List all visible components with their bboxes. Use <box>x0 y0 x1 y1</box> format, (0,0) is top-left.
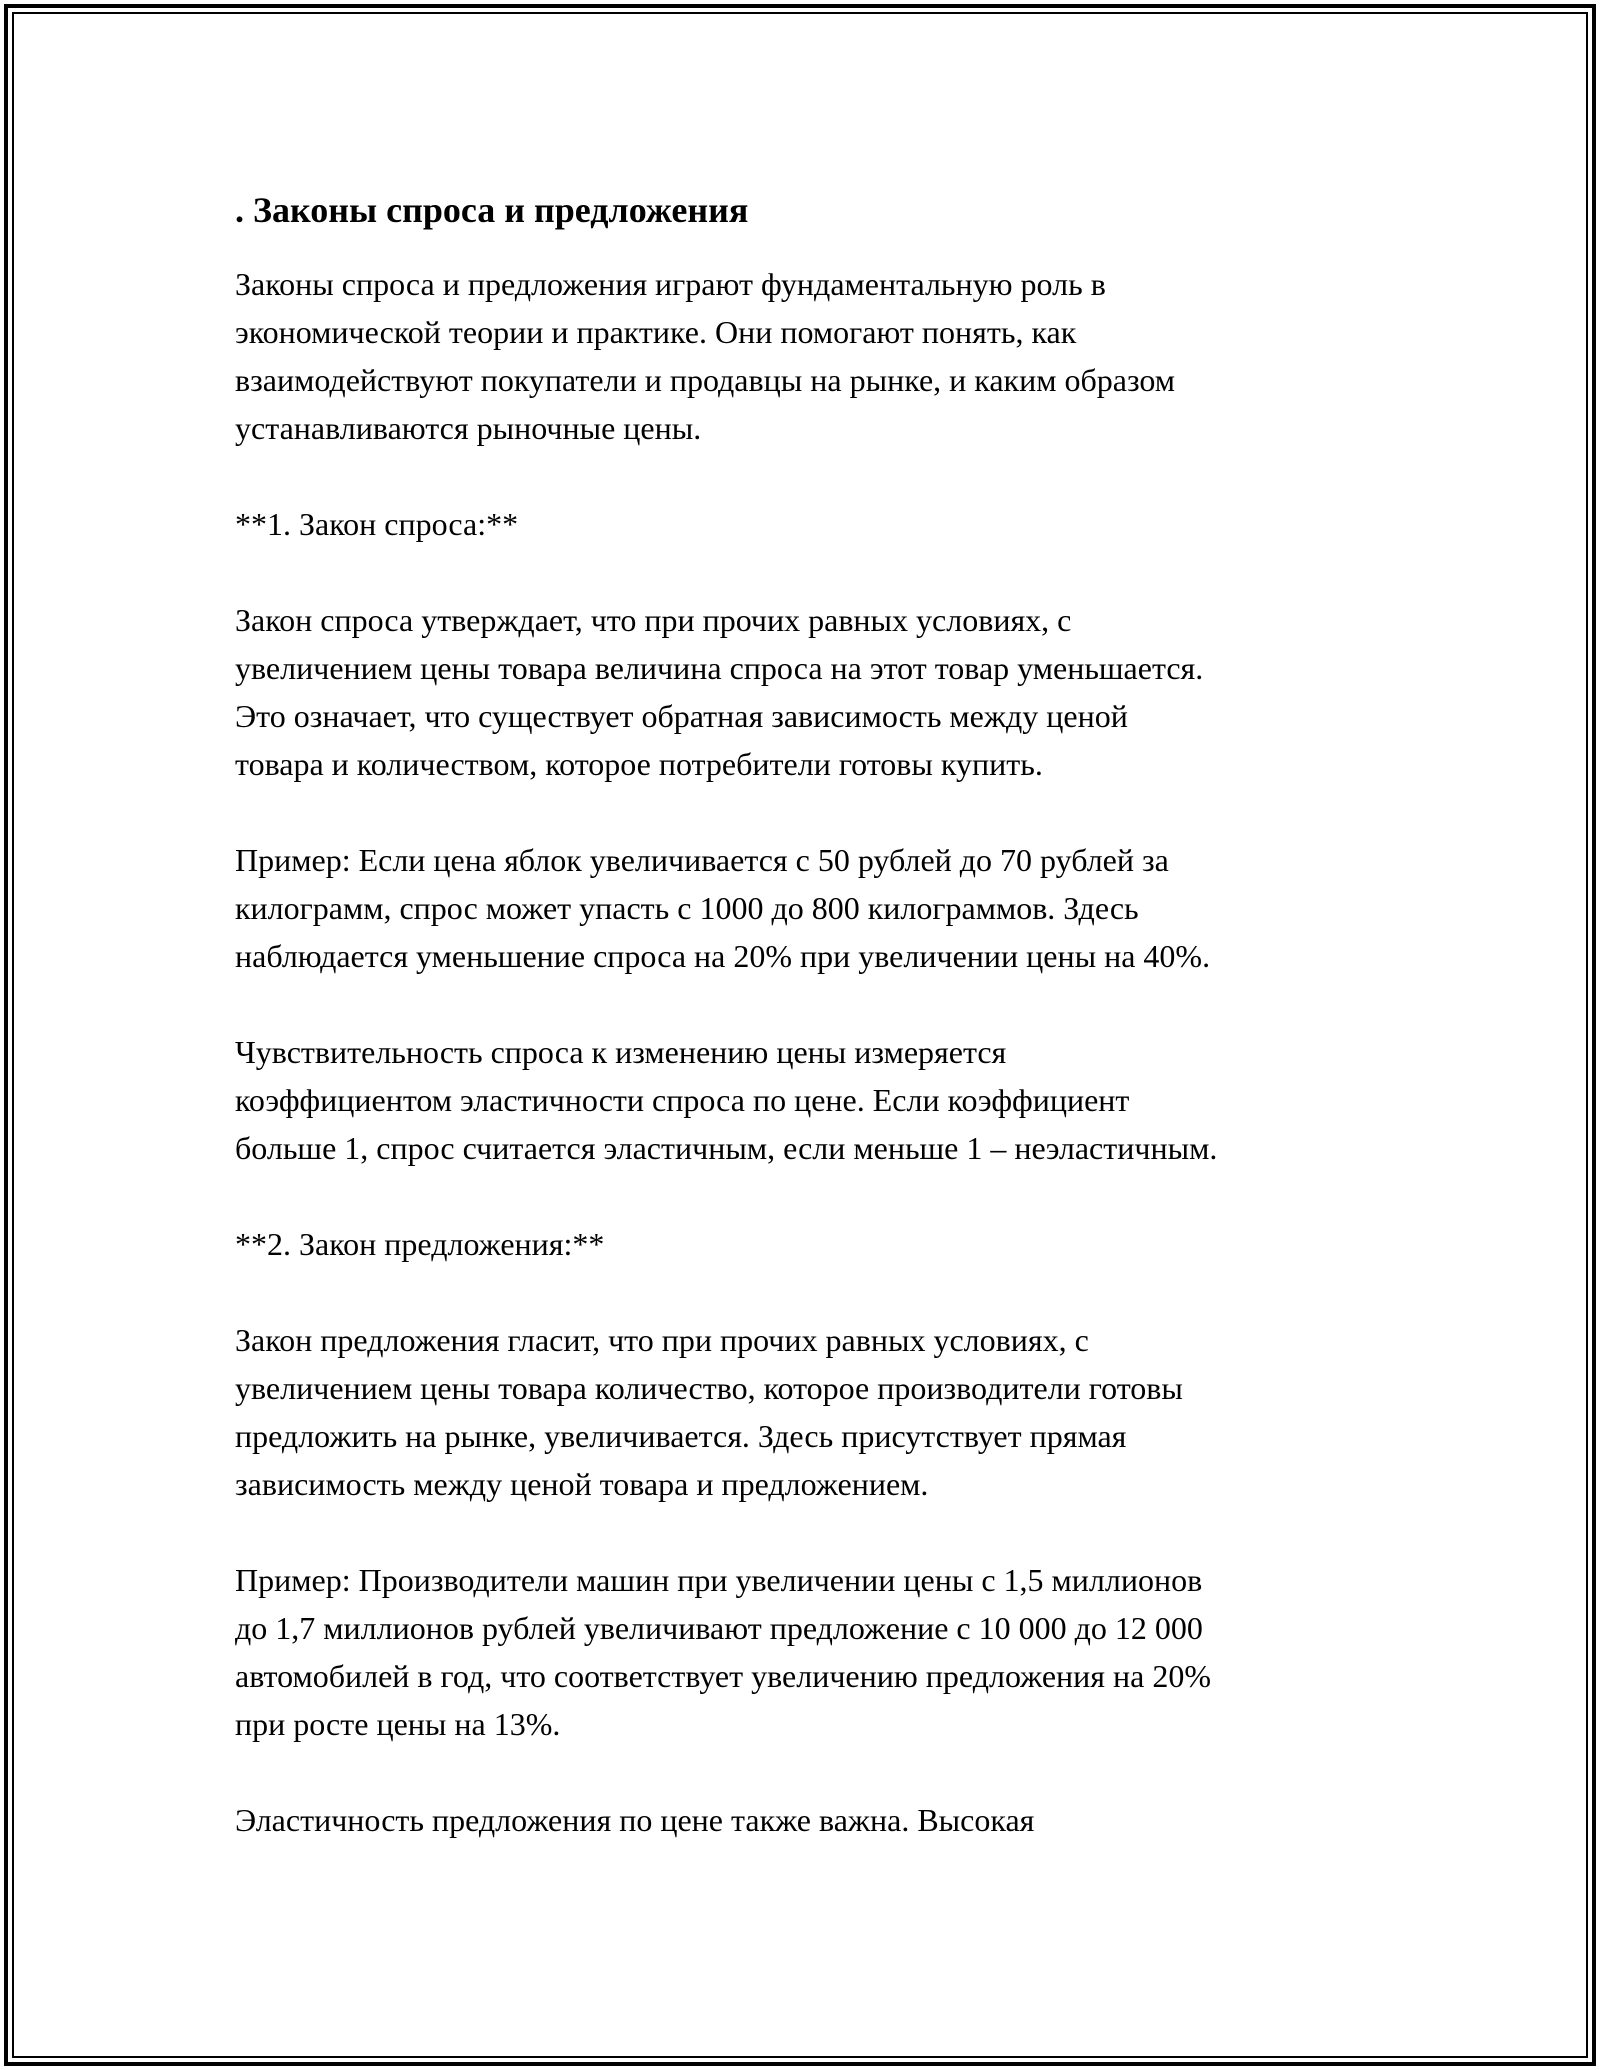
document-title: . Законы спроса и предложения <box>235 190 749 230</box>
paragraph <box>235 1316 1385 1508</box>
paragraph-line: экономической теории и практике. Они помогают понять, как <box>235 314 1077 350</box>
paragraph-line: Закон спроса утверждает, что при прочих равных условиях, с <box>235 602 1072 638</box>
document-body <box>235 186 1385 1844</box>
paragraph-line: Закон предложения гласит, что при прочих равных условиях, с <box>235 1322 1089 1358</box>
paragraph-list <box>235 260 1385 1844</box>
paragraph-line: предложить на рынке, увеличивается. Здесь присутствует прямая <box>235 1418 1127 1454</box>
paragraph-line: зависимость между ценой товара и предложением. <box>235 1466 929 1502</box>
paragraph-line: Это означает, что существует обратная зависимость между ценой <box>235 698 1128 734</box>
paragraph-line: Пример: Если цена яблок увеличивается с 50 рублей до 70 рублей за <box>235 842 1169 878</box>
paragraph <box>235 1796 1385 1844</box>
paragraph <box>235 1028 1385 1172</box>
paragraph-line: товара и количеством, которое потребители готовы купить. <box>235 746 1043 782</box>
paragraph-line: Законы спроса и предложения играют фундаментальную роль в <box>235 266 1106 302</box>
paragraph-line: Пример: Производители машин при увеличении цены с 1,5 миллионов <box>235 1562 1203 1598</box>
paragraph <box>235 260 1385 452</box>
paragraph-line: Чувствительность спроса к изменению цены измеряется <box>235 1034 1007 1070</box>
paragraph-line: при росте цены на 13%. <box>235 1706 561 1742</box>
paragraph-line: больше 1, спрос считается эластичным, если меньше 1 – неэластичным. <box>235 1130 1218 1166</box>
paragraph <box>235 836 1385 980</box>
paragraph-line: наблюдается уменьшение спроса на 20% при увеличении цены на 40%. <box>235 938 1211 974</box>
paragraph-line: **1. Закон спроса:** <box>235 506 519 542</box>
paragraph <box>235 500 1385 548</box>
paragraph <box>235 1220 1385 1268</box>
paragraph-line: коэффициентом эластичности спроса по цене. Если коэффициент <box>235 1082 1130 1118</box>
paragraph <box>235 1556 1385 1748</box>
paragraph-line: Эластичность предложения по цене также важна. Высокая <box>235 1802 1035 1838</box>
paragraph-line: **2. Закон предложения:** <box>235 1226 605 1262</box>
paragraph <box>235 596 1385 788</box>
paragraph-line: до 1,7 миллионов рублей увеличивают предложение с 10 000 до 12 000 <box>235 1610 1203 1646</box>
paragraph-line: взаимодействуют покупатели и продавцы на рынке, и каким образом <box>235 362 1176 398</box>
paragraph-line: килограмм, спрос может упасть с 1000 до 800 килограммов. Здесь <box>235 890 1139 926</box>
paragraph-line: увеличением цены товара величина спроса на этот товар уменьшается. <box>235 650 1204 686</box>
paragraph-line: устанавливаются рыночные цены. <box>235 410 702 446</box>
paragraph-line: увеличением цены товара количество, которое производители готовы <box>235 1370 1183 1406</box>
paragraph-line: автомобилей в год, что соответствует увеличению предложения на 20% <box>235 1658 1211 1694</box>
